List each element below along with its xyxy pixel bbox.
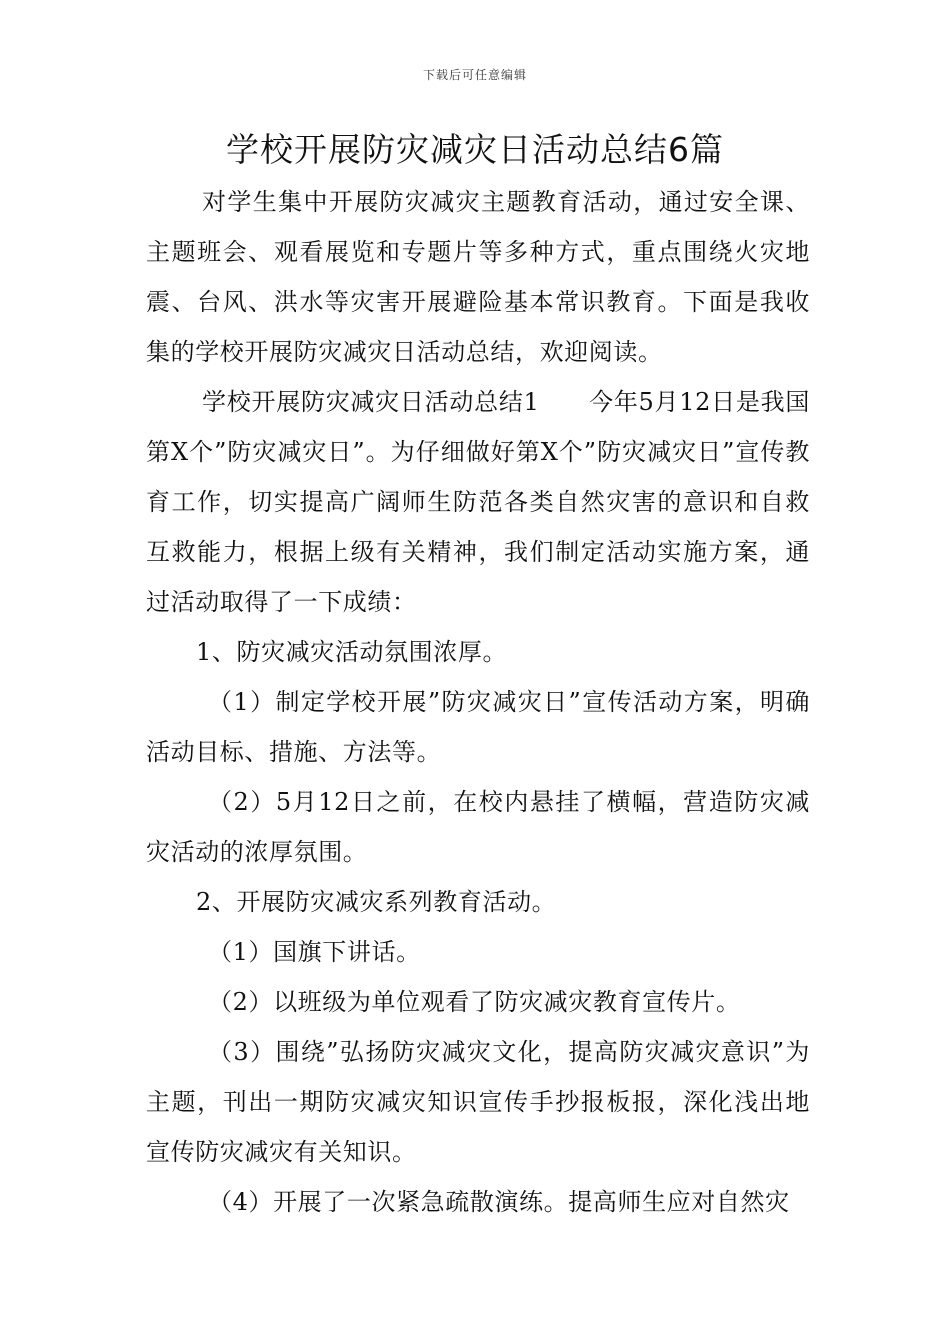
paragraph-intro: 对学生集中开展防灾减灾主题教育活动，通过安全课、主题班会、观看展览和专题片等多种方式，重点围绕火灾地震、台风、洪水等灾害开展避险基本常识教育。下面是我收集的学校开展防灾减灾日活动总结，欢迎阅读。	[146, 188, 810, 366]
document-body	[146, 177, 810, 1227]
paragraph-item: （3）围绕”弘扬防灾减灾文化，提高防灾减灾意识”为主题，刊出一期防灾减灾知识宣传手抄报板报，深化浅出地宣传防灾减灾有关知识。	[146, 1038, 810, 1166]
paragraph-item: （2）5月12日之前，在校内悬挂了横幅，营造防灾减灾活动的浓厚氛围。	[146, 788, 810, 866]
paragraph-item: （4）开展了一次紧急疏散演练。提高师生应对自然灾	[208, 1188, 790, 1216]
paragraph-section-1: 1、防灾减灾活动氛围浓厚。	[196, 638, 508, 666]
paragraph-section-2: 2、开展防灾减灾系列教育活动。	[196, 888, 557, 916]
paragraph-item: （1）制定学校开展”防灾减灾日”宣传活动方案，明确活动目标、措施、方法等。	[146, 688, 810, 766]
document-title: 学校开展防灾减灾日活动总结6篇	[226, 130, 724, 169]
paragraph-summary-1: 学校开展防灾减灾日活动总结1 今年5月12日是我国第X个”防灾减灾日”。为仔细做好第X个”防灾减灾日”宣传教育工作，切实提高广阔师生防范各类自然灾害的意识和自救互救能力，根据上级有关精神，我们制定活动实施方案，通过活动取得了一下成绩：	[146, 388, 810, 616]
paragraph-item: （2）以班级为单位观看了防灾减灾教育宣传片。	[208, 988, 741, 1016]
paragraph-item: （1）国旗下讲话。	[208, 938, 421, 966]
header-note: 下载后可任意编辑	[422, 68, 527, 82]
